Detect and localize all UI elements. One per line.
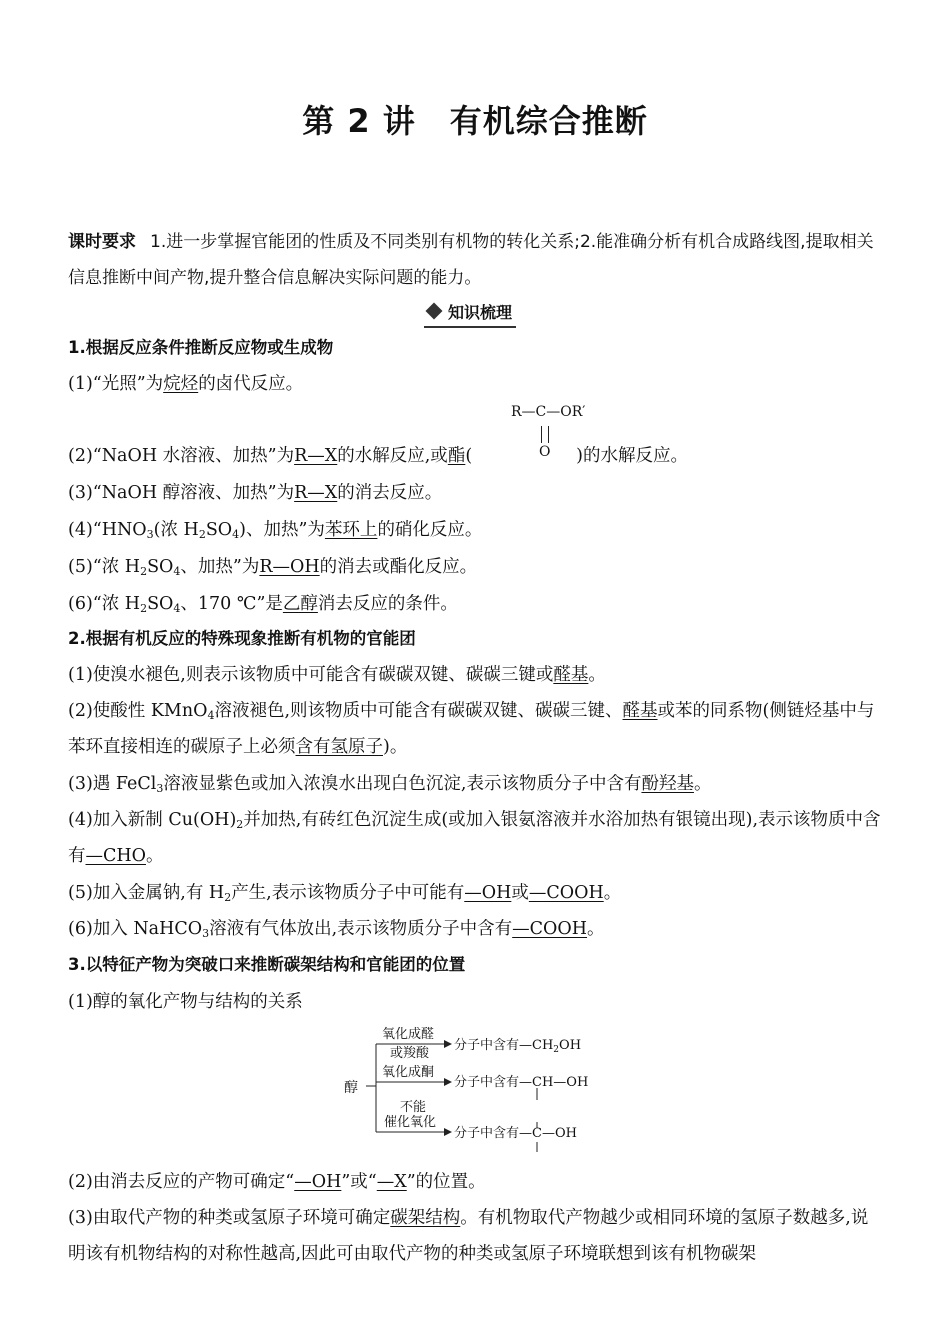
s3-item-3: (3)由取代产物的种类或氢原子环境可确定碳架结构。有机物取代产物越少或相同环境的氢原子数越多,说明该有机物结构的对称性越高,因此可由取代产物的种类或氢原子环境联想到该有机物碳架 — [68, 1208, 869, 1264]
result-1: 分子中含有$—CH_2OH$ — [454, 1038, 582, 1055]
page-title — [0, 96, 950, 142]
branch-1-bottom: 或羧酸 — [390, 1046, 430, 1061]
result-3: 分子中含有—C—OH — [454, 1126, 577, 1141]
diamond-icon — [426, 303, 443, 320]
s2-item-6: (6)加入 NaHCO$_3$溶液有气体放出,表示该物质分子中含有—COOH。 — [68, 919, 605, 940]
s1-item-2: (2)“NaOH 水溶液、加热”为R—X的水解反应,或酯( )的水解反应。 — [68, 446, 688, 466]
s2-item-1: (1)使溴水褪色,则表示该物质中可能含有碳碳双键、碳碳三键或醛基。 — [68, 665, 606, 685]
double-bond — [541, 426, 549, 443]
section-3-heading: 3.以特征产物为突破口来推断碳架结构和官能团的位置 — [68, 955, 466, 974]
branch-3-bottom: 催化氧化 — [384, 1115, 437, 1130]
badge-label: 知识梳理 — [448, 303, 513, 322]
ester-formula-oxygen: O — [539, 444, 551, 460]
s2-item-4: (4)加入新制 $Cu(OH)_2$并加热,有砖红色沉淀生成(或加入银氨溶液并水浴加热有银镜出现),表示该物质中含有—CHO。 — [68, 810, 881, 866]
s1-item-5: (5)“浓 $H_2SO_4$、加热”为R—OH的消去或酯化反应。 — [68, 557, 478, 578]
result-2: 分子中含有—CH—OH — [454, 1075, 589, 1090]
s1-item-4: $(4)“HNO_3$(浓 $H_2SO_4$)、加热”为苯环上的硝化反应。 — [68, 520, 483, 541]
requirements-text: 1.进一步掌握官能团的性质及不同类别有机物的转化关系;2.能准确分析有机合成路线图,提取相关信息推断中间产物,提升整合信息解决实际问题的能力。 — [68, 232, 874, 288]
s2-item-2: (2)使酸性 KMnO$_4$溶液褪色,则该物质中可能含有碳碳双键、碳碳三键、醛基或苯的同系物(侧链烃基中与苯环直接相连的碳原子上必须含有氢原子)。 — [68, 701, 875, 757]
branch-3-top: 不能 — [400, 1100, 427, 1115]
s3-item-1: (1)醇的氧化产物与结构的关系 — [68, 992, 303, 1012]
section-2-heading: 2.根据有机反应的特殊现象推断有机物的官能团 — [68, 629, 416, 648]
s1-item-1: (1)“光照”为烷烃的卤代反应。 — [68, 374, 304, 394]
section-badge — [424, 302, 516, 328]
ester-formula-top: R—C—OR′ — [511, 404, 586, 420]
lesson-requirements — [68, 224, 882, 296]
title-topic: 有机综合推断 — [449, 102, 648, 140]
s1-item-3: (3)“NaOH 醇溶液、加热”为R—X的消去反应。 — [68, 483, 443, 503]
branch-1-top: 氧化成醛 — [382, 1027, 435, 1042]
s1-item-6: (6)“浓 $H_2SO_4$、170 ℃”是乙醇消去反应的条件。 — [68, 594, 458, 615]
s2-item-3: (3)遇 FeCl$_3$溶液显紫色或加入浓溴水出现白色沉淀,表示该物质分子中含有酚羟基。 — [68, 774, 712, 795]
alcohol-oxidation-diagram — [340, 1024, 620, 1154]
section-1-heading: 1.根据反应条件推断反应物或生成物 — [68, 338, 334, 357]
title-lesson-number: 第 2 讲 — [302, 102, 416, 140]
requirements-label: 课时要求 — [68, 232, 136, 252]
s3-item-2: (2)由消去反应的产物可确定“—OH”或“—X”的位置。 — [68, 1172, 486, 1192]
branch-2-top: 氧化成酮 — [382, 1065, 435, 1080]
diagram-root: 醇 — [344, 1080, 358, 1096]
s2-item-5: (5)加入金属钠,有 $H_2$产生,表示该物质分子中可能有—OH或—COOH。 — [68, 883, 622, 904]
